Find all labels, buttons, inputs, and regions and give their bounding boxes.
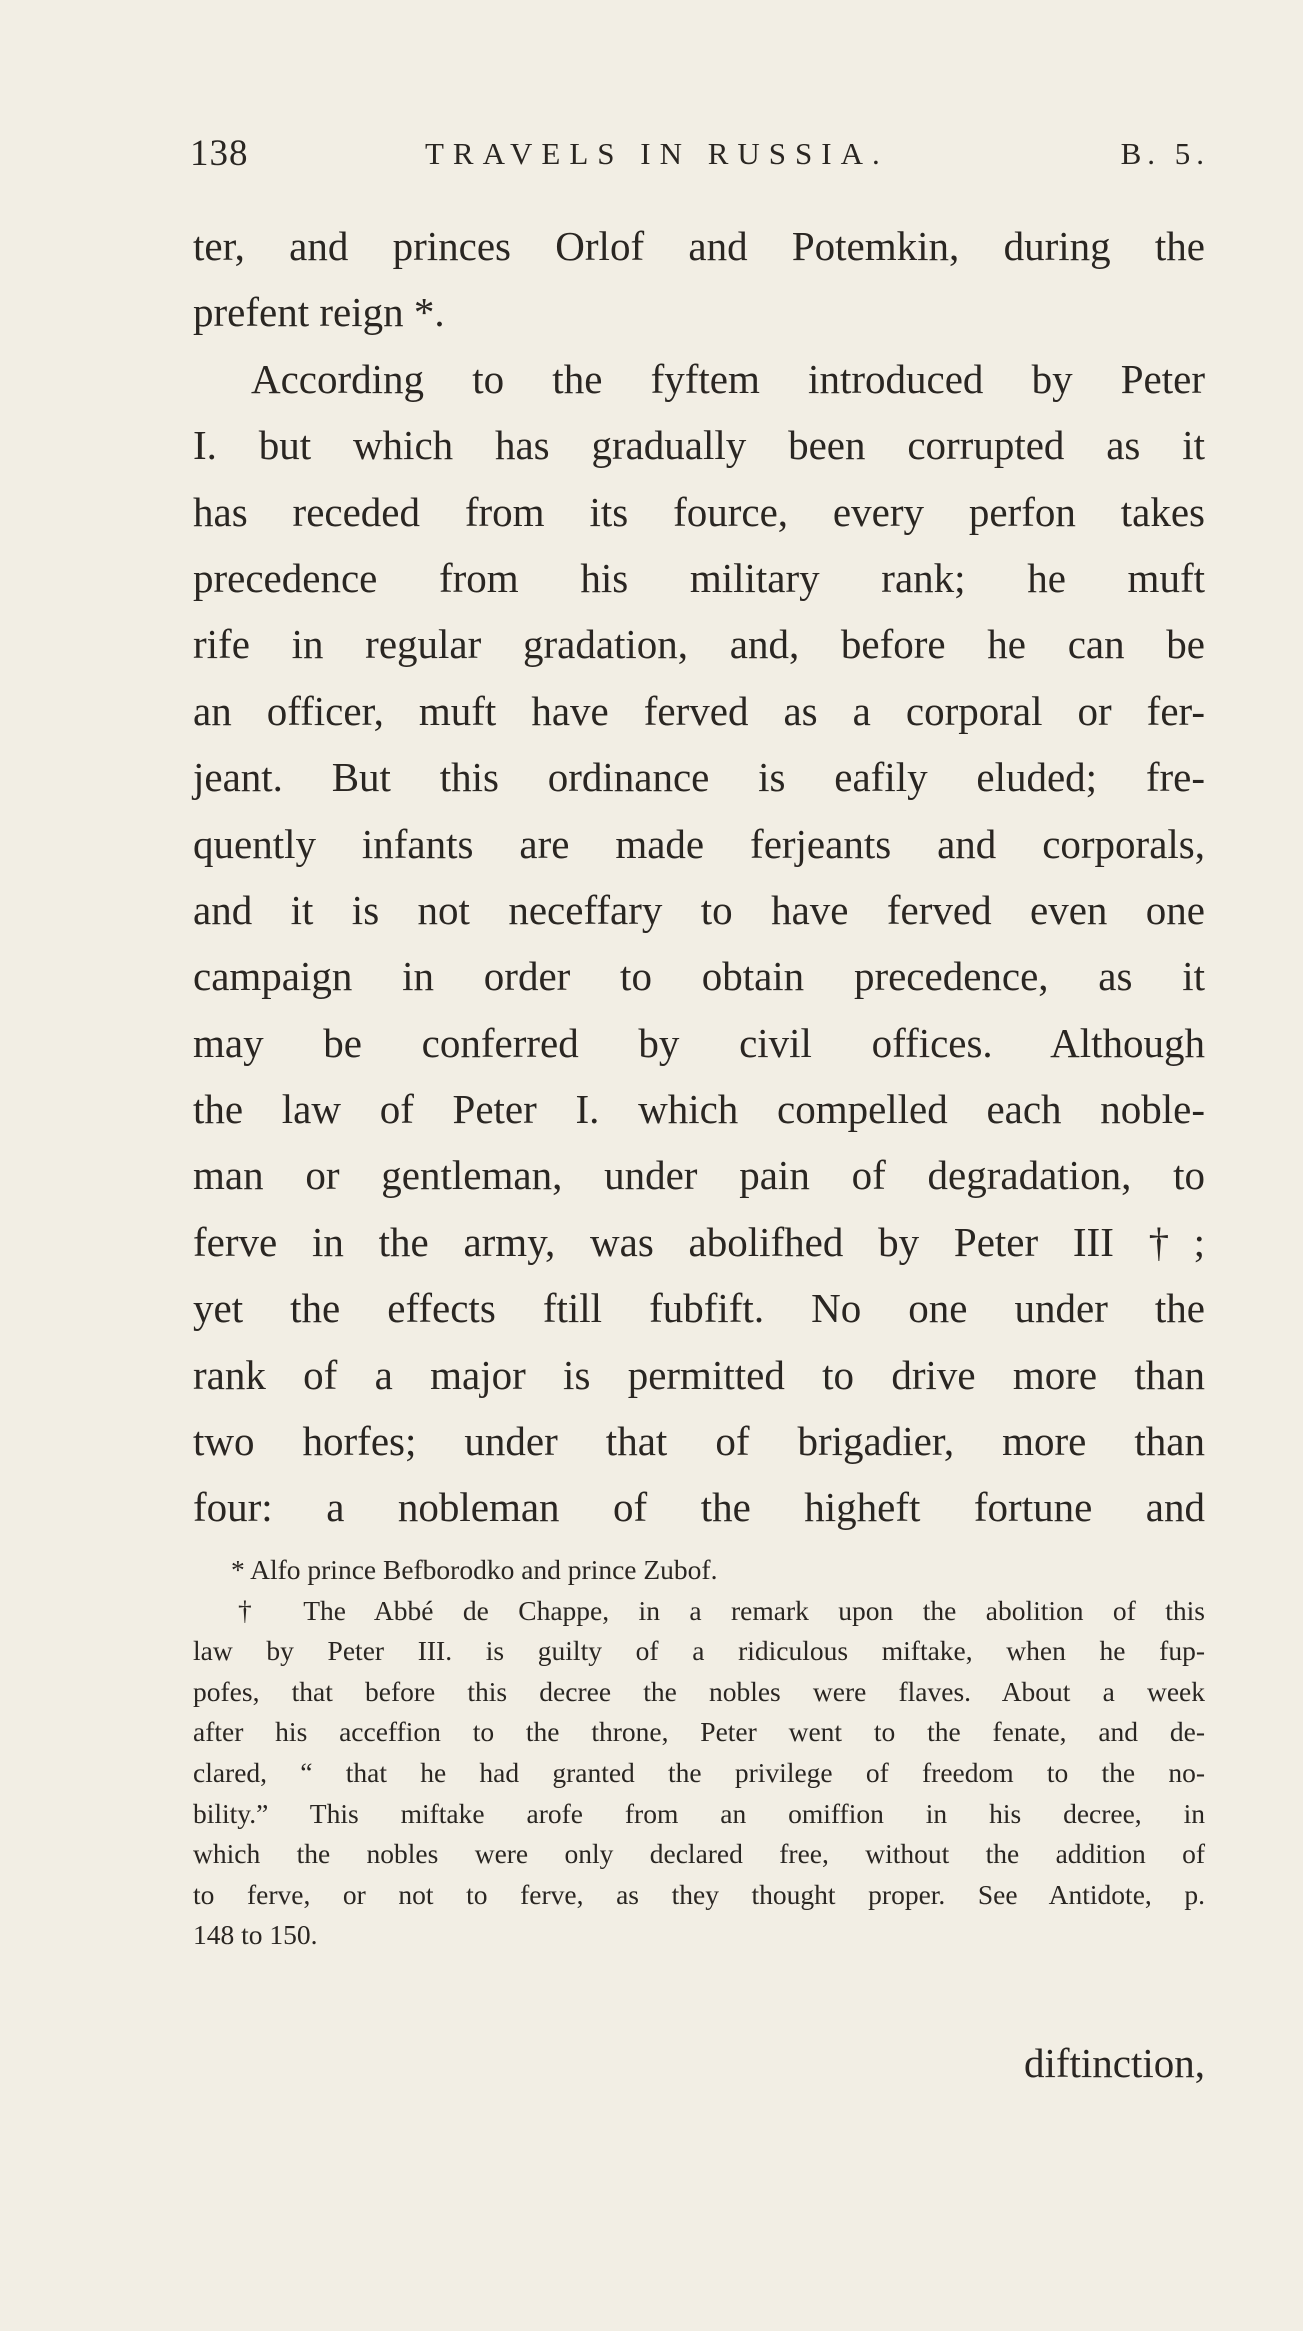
text-line: I. but which has gradually been corrupted as it [193,422,1205,469]
footnote-line: after his acceffion to the throne, Peter went to the fenate, and de- [193,1716,1205,1748]
text-line: jeant. But this ordinance is eafily eluded; fre- [193,754,1205,801]
page-number: 138 [190,133,249,174]
text-line: rank of a major is permitted to drive more than [193,1351,1205,1398]
text-line: man or gentleman, under pain of degradation, to [193,1152,1205,1199]
text-line: rife in regular gradation, and, before he can be [193,621,1205,668]
text-line: two horfes; under that of brigadier, more than [193,1418,1205,1465]
running-header [190,132,1210,184]
footnote-line: bility.” This miftake arofe from an omiffion in his decree, in [193,1797,1205,1829]
footnote-line: which the nobles were only declared free, without the addition of [193,1838,1205,1870]
footnote-line: 148 to 150. [193,1919,318,1951]
footnote-line: law by Peter III. is guilty of a ridiculous miftake, when he fup- [193,1635,1205,1667]
text-line: and it is not neceffary to have ferved even one [193,886,1205,933]
text-line: prefent reign *. [193,289,445,336]
text-line: may be conferred by civil offices. Although [193,1019,1205,1066]
footnote-line: to ferve, or not to ferve, as they thought proper. See Antidote, p. [193,1878,1205,1910]
footnote-line: pofes, that before this decree the nobles were flaves. About a week [193,1675,1205,1707]
running-title: TRAVELS IN RUSSIA. [425,136,889,171]
text-line: an officer, muft have ferved as a corporal or fer- [193,687,1205,734]
text-line: precedence from his military rank; he muft [193,554,1205,601]
text-line: the law of Peter I. which compelled each noble- [193,1086,1205,1133]
text-line: campaign in order to obtain precedence, as it [193,953,1205,1000]
text-line: yet the effects ftill fubfift. No one under the [193,1285,1205,1332]
book-number: B. 5. [1120,136,1210,171]
text-line: has receded from its fource, every perfon takes [193,488,1205,535]
footnote-line: clared, “ that he had granted the privilege of freedom to the no- [193,1756,1205,1788]
main-text [193,213,1205,1541]
text-line: According to the fyftem introduced by Peter [251,355,1205,402]
catchword: diftinction, [1023,2040,1205,2086]
text-line: quently infants are made ferjeants and corporals, [193,820,1205,867]
text-line: ter, and princes Orlof and Potemkin, during the [193,223,1205,269]
text-line: ferve in the army, was abolifhed by Peter III †; [193,1218,1205,1265]
footnotes [193,1550,1205,1956]
text-line: four: a nobleman of the higheft fortune and [193,1484,1205,1531]
footnote-line: * Alfo prince Befborodko and prince Zubof. [231,1554,718,1585]
footnote-line: † The Abbé de Chappe, in a remark upon the abolition of this [238,1594,1205,1626]
